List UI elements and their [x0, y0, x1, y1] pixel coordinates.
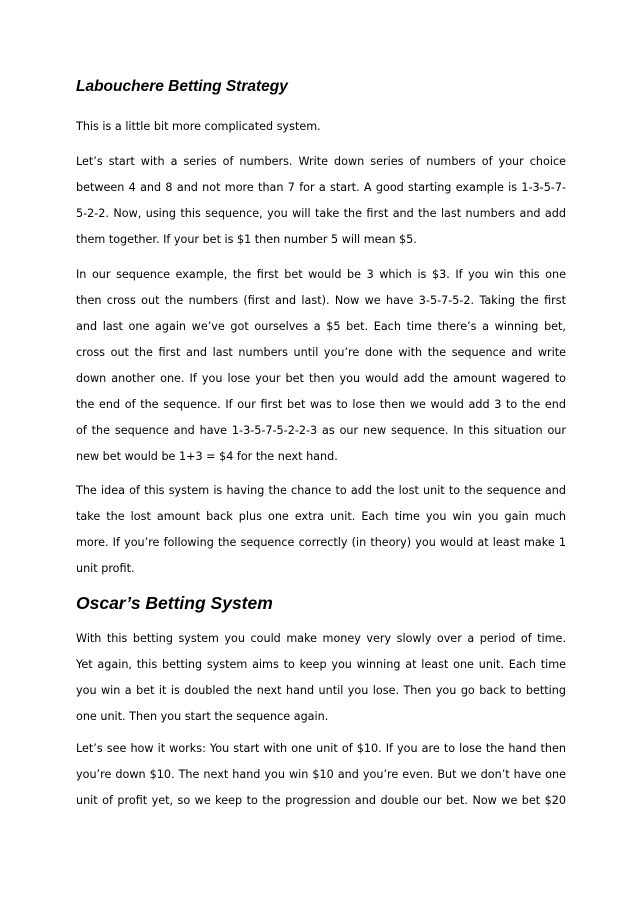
text-line: of the sequence and have 1-3-5-7-5-2-2-3 as our new sequence. In this situation our [76, 424, 566, 437]
text-line: between 4 and 8 and not more than 7 for a start. A good starting example is 1-3-5-7- [76, 181, 566, 194]
text-line: unit profit. [76, 562, 135, 575]
text-line: new bet would be 1+3 = $4 for the next hand. [76, 450, 338, 463]
paragraph-labouchere-intro [76, 114, 566, 140]
section-heading-labouchere: Labouchere Betting Strategy [76, 78, 288, 95]
text-line: In our sequence example, the first bet would be 3 which is $3. If you win this one [76, 268, 566, 281]
text-line: and last one again we’ve got ourselves a $5 bet. Each time there’s a winning bet, [76, 320, 566, 333]
text-line: This is a little bit more complicated system. [76, 120, 321, 133]
text-line: the end of the sequence. If our first bet was to lose then we would add 3 to the end [76, 398, 566, 411]
text-line: unit of profit yet, so we keep to the progression and double our bet. Now we bet $20 [76, 794, 566, 807]
text-line: more. If you’re following the sequence correctly (in theory) you would at least make 1 [76, 536, 566, 549]
text-line: then cross out the numbers (first and last). Now we have 3-5-7-5-2. Taking the first [76, 294, 566, 307]
text-line: With this betting system you could make money very slowly over a period of time. [76, 632, 566, 645]
text-line: 5-2-2. Now, using this sequence, you will take the first and the last numbers and add [76, 207, 566, 220]
paragraph-oscar-intro [76, 626, 566, 730]
section-heading-oscar: Oscar’s Betting System [76, 593, 273, 613]
text-line: down another one. If you lose your bet then you would add the amount wagered to [76, 372, 566, 385]
paragraph-labouchere-idea [76, 478, 566, 582]
text-line: cross out the first and last numbers until you’re done with the sequence and write [76, 346, 566, 359]
paragraph-labouchere-series [76, 149, 566, 253]
text-line: take the lost amount back plus one extra unit. Each time you win you gain much [76, 510, 566, 523]
paragraph-labouchere-example [76, 262, 566, 470]
text-line: The idea of this system is having the chance to add the lost unit to the sequence and [76, 484, 566, 497]
text-line: Yet again, this betting system aims to keep you winning at least one unit. Each time [76, 658, 566, 671]
text-line: you’re down $10. The next hand you win $10 and you’re even. But we don’t have one [76, 768, 566, 781]
text-line: Let’s start with a series of numbers. Write down series of numbers of your choice [76, 155, 566, 168]
text-line: one unit. Then you start the sequence again. [76, 710, 329, 723]
paragraph-oscar-example [76, 736, 566, 814]
text-line: you win a bet it is doubled the next hand until you lose. Then you go back to betting [76, 684, 566, 697]
text-line: them together. If your bet is $1 then number 5 will mean $5. [76, 233, 417, 246]
text-line: Let’s see how it works: You start with one unit of $10. If you are to lose the hand then [76, 742, 566, 755]
